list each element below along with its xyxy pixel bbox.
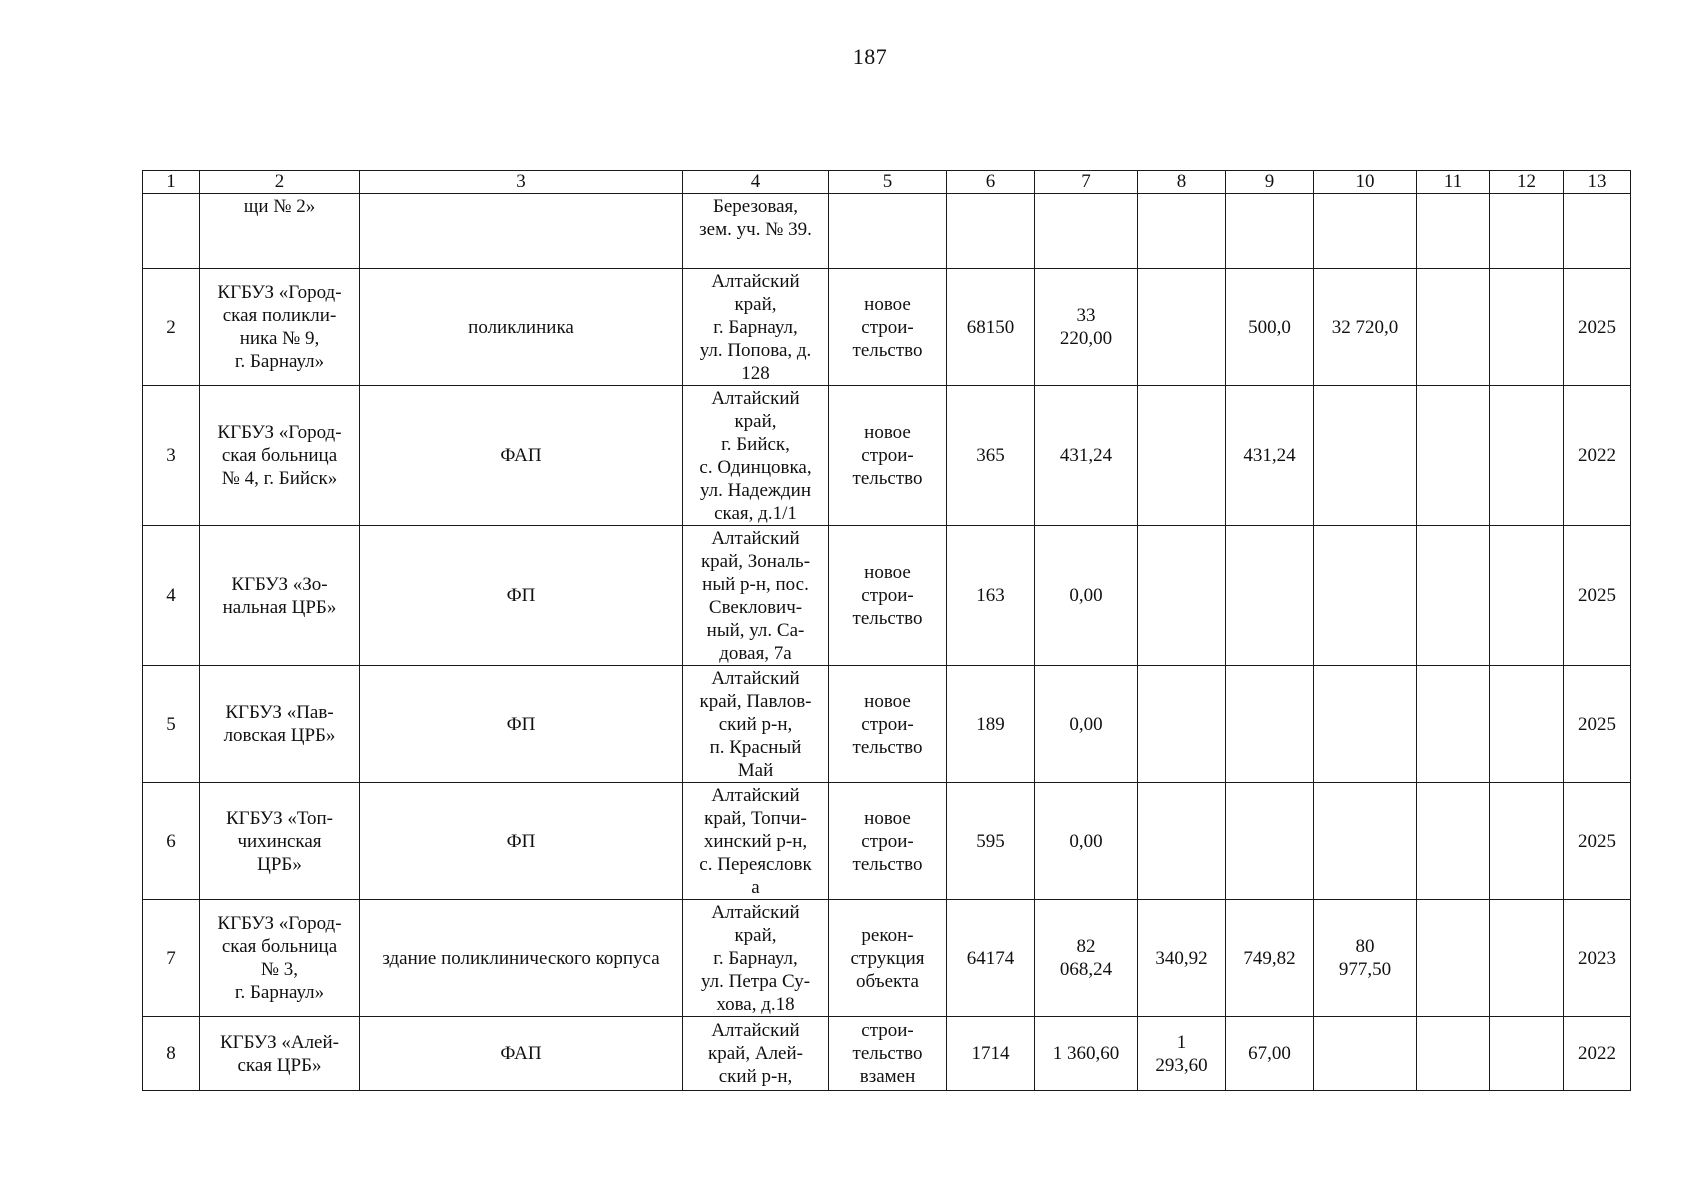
year-cell: 2025 [1564, 526, 1631, 666]
value-cell [1314, 783, 1417, 900]
column-number: 3 [360, 171, 683, 194]
value-cell [1314, 526, 1417, 666]
value-cell [1417, 900, 1490, 1017]
value-cell: 431,24 [1035, 386, 1138, 526]
address-cell: Алтайский край, Павлов- ский р-н, п. Красный Май [683, 666, 829, 783]
work-type-cell [829, 194, 947, 269]
column-number: 6 [947, 171, 1035, 194]
object-cell: ФП [360, 783, 683, 900]
row-number-cell: 3 [143, 386, 200, 526]
address-cell: Алтайский край, г. Барнаул, ул. Попова, д. 128 [683, 269, 829, 386]
object-cell: ФАП [360, 1017, 683, 1091]
address-cell: Алтайский край, Зональ- ный р-н, пос. Свеклович- ный, ул. Са- довая, 7а [683, 526, 829, 666]
year-cell [1564, 194, 1631, 269]
year-cell: 2025 [1564, 783, 1631, 900]
data-table [142, 170, 1631, 1091]
table-row-continuation [143, 194, 1631, 269]
value-cell [1138, 666, 1226, 783]
column-number: 5 [829, 171, 947, 194]
organization-cell: КГБУЗ «Топ- чихинская ЦРБ» [200, 783, 360, 900]
work-type-cell: новое строи- тельство [829, 386, 947, 526]
value-cell: 1 293,60 [1138, 1017, 1226, 1091]
work-type-cell: рекон- струкция объекта [829, 900, 947, 1017]
object-cell [360, 194, 683, 269]
value-cell: 64174 [947, 900, 1035, 1017]
value-cell: 32 720,0 [1314, 269, 1417, 386]
value-cell [1314, 666, 1417, 783]
column-number: 4 [683, 171, 829, 194]
organization-cell: КГБУЗ «Город- ская больница № 3, г. Барнаул» [200, 900, 360, 1017]
object-cell: поликлиника [360, 269, 683, 386]
value-cell: 0,00 [1035, 666, 1138, 783]
value-cell [1138, 269, 1226, 386]
value-cell [1314, 194, 1417, 269]
column-number: 1 [143, 171, 200, 194]
value-cell [1226, 783, 1314, 900]
value-cell [1138, 526, 1226, 666]
value-cell [1417, 1017, 1490, 1091]
value-cell [1314, 1017, 1417, 1091]
row-number-cell: 4 [143, 526, 200, 666]
value-cell: 82 068,24 [1035, 900, 1138, 1017]
table-row [143, 269, 1631, 386]
table-row [143, 526, 1631, 666]
address-cell: Алтайский край, Топчи- хинский р-н, с. Переясловк а [683, 783, 829, 900]
value-cell [1417, 526, 1490, 666]
column-number: 7 [1035, 171, 1138, 194]
object-cell: ФП [360, 666, 683, 783]
year-cell: 2023 [1564, 900, 1631, 1017]
organization-cell: КГБУЗ «Пав- ловская ЦРБ» [200, 666, 360, 783]
value-cell [1314, 386, 1417, 526]
value-cell [1490, 666, 1564, 783]
value-cell [1226, 194, 1314, 269]
work-type-cell: новое строи- тельство [829, 526, 947, 666]
row-number-cell [143, 194, 200, 269]
address-cell: Березовая, зем. уч. № 39. [683, 194, 829, 269]
column-number: 2 [200, 171, 360, 194]
value-cell: 80 977,50 [1314, 900, 1417, 1017]
value-cell [1490, 783, 1564, 900]
value-cell: 0,00 [1035, 783, 1138, 900]
table-row [143, 386, 1631, 526]
row-number-cell: 2 [143, 269, 200, 386]
value-cell [1490, 900, 1564, 1017]
address-cell: Алтайский край, Алей- ский р-н, [683, 1017, 829, 1091]
value-cell [1035, 194, 1138, 269]
table-row [143, 666, 1631, 783]
column-number: 10 [1314, 171, 1417, 194]
table-row [143, 783, 1631, 900]
column-number: 13 [1564, 171, 1631, 194]
column-number: 8 [1138, 171, 1226, 194]
address-cell: Алтайский край, г. Бийск, с. Одинцовка, ул. Надеждин ская, д.1/1 [683, 386, 829, 526]
value-cell: 0,00 [1035, 526, 1138, 666]
organization-cell: КГБУЗ «Город- ская поликли- ника № 9, г. Барнаул» [200, 269, 360, 386]
row-number-cell: 6 [143, 783, 200, 900]
value-cell: 340,92 [1138, 900, 1226, 1017]
column-number: 12 [1490, 171, 1564, 194]
value-cell: 67,00 [1226, 1017, 1314, 1091]
value-cell: 749,82 [1226, 900, 1314, 1017]
value-cell: 163 [947, 526, 1035, 666]
value-cell [1490, 1017, 1564, 1091]
organization-cell: щи № 2» [200, 194, 360, 269]
column-number: 11 [1417, 171, 1490, 194]
value-cell [1138, 386, 1226, 526]
object-cell: ФП [360, 526, 683, 666]
value-cell [1417, 386, 1490, 526]
work-type-cell: новое строи- тельство [829, 783, 947, 900]
table-row [143, 900, 1631, 1017]
value-cell [1138, 194, 1226, 269]
value-cell: 68150 [947, 269, 1035, 386]
value-cell: 500,0 [1226, 269, 1314, 386]
row-number-cell: 8 [143, 1017, 200, 1091]
value-cell [1417, 666, 1490, 783]
value-cell: 595 [947, 783, 1035, 900]
value-cell [947, 194, 1035, 269]
work-type-cell: строи- тельство взамен [829, 1017, 947, 1091]
row-number-cell: 5 [143, 666, 200, 783]
year-cell: 2025 [1564, 269, 1631, 386]
row-number-cell: 7 [143, 900, 200, 1017]
value-cell [1226, 526, 1314, 666]
column-number: 9 [1226, 171, 1314, 194]
page-number: 187 [852, 44, 888, 69]
organization-cell: КГБУЗ «Алей- ская ЦРБ» [200, 1017, 360, 1091]
object-cell: ФАП [360, 386, 683, 526]
year-cell: 2022 [1564, 1017, 1631, 1091]
value-cell: 431,24 [1226, 386, 1314, 526]
value-cell [1417, 269, 1490, 386]
value-cell [1490, 386, 1564, 526]
object-cell: здание поликлинического корпуса [360, 900, 683, 1017]
organization-cell: КГБУЗ «Зо- нальная ЦРБ» [200, 526, 360, 666]
value-cell: 1714 [947, 1017, 1035, 1091]
work-type-cell: новое строи- тельство [829, 666, 947, 783]
address-cell: Алтайский край, г. Барнаул, ул. Петра Су- хова, д.18 [683, 900, 829, 1017]
value-cell: 1 360,60 [1035, 1017, 1138, 1091]
value-cell [1417, 783, 1490, 900]
value-cell [1417, 194, 1490, 269]
year-cell: 2025 [1564, 666, 1631, 783]
value-cell: 33 220,00 [1035, 269, 1138, 386]
organization-cell: КГБУЗ «Город- ская больница № 4, г. Бийск» [200, 386, 360, 526]
value-cell [1226, 666, 1314, 783]
work-type-cell: новое строи- тельство [829, 269, 947, 386]
value-cell [1490, 194, 1564, 269]
value-cell: 365 [947, 386, 1035, 526]
value-cell [1138, 783, 1226, 900]
value-cell [1490, 269, 1564, 386]
year-cell: 2022 [1564, 386, 1631, 526]
value-cell [1490, 526, 1564, 666]
column-number-row [143, 171, 1631, 194]
value-cell: 189 [947, 666, 1035, 783]
table-row [143, 1017, 1631, 1091]
